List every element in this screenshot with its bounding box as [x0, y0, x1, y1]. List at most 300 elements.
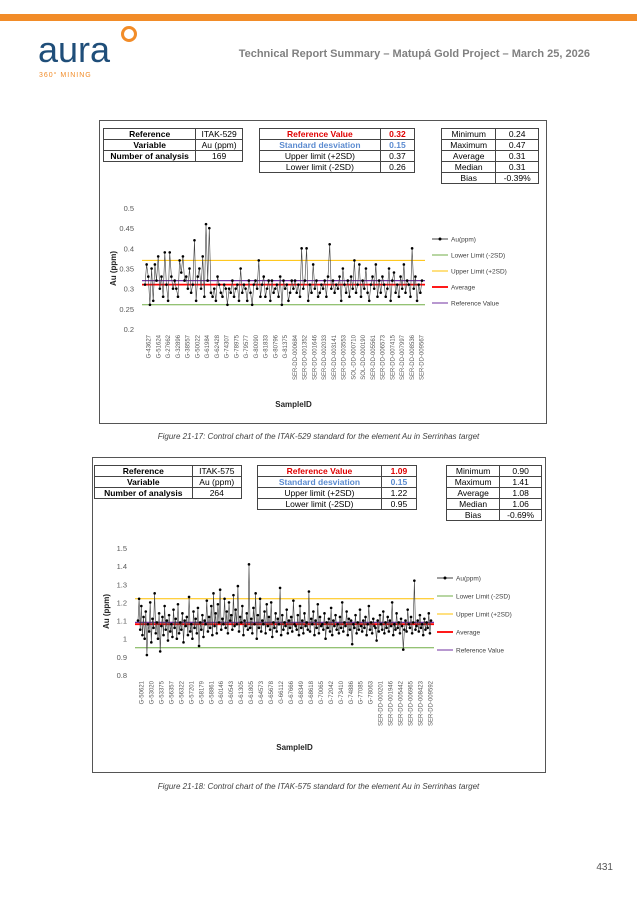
au-data-point — [345, 291, 348, 294]
au-data-point — [351, 287, 354, 290]
au-data-point — [181, 612, 184, 615]
au-data-point — [409, 295, 412, 298]
y-tick-label: 0.2 — [123, 325, 134, 334]
x-tick-label: SOL-DD-000190 — [361, 335, 367, 380]
legend-label: Au(ppm) — [456, 575, 481, 583]
au-data-point — [157, 637, 160, 640]
au-data-point — [253, 623, 256, 626]
variable-value: Au (ppm) — [196, 140, 243, 151]
au-data-point — [215, 632, 218, 635]
au-data-point — [361, 630, 364, 633]
x-tick-label: SER-DD-009592 — [428, 681, 435, 727]
bias-label: Bias — [447, 510, 500, 521]
au-data-point — [160, 275, 163, 278]
x-tick-label: G-81375 — [283, 335, 289, 359]
au-data-point — [247, 628, 250, 631]
au-data-point — [274, 612, 277, 615]
au-data-point — [238, 630, 241, 633]
au-data-point — [249, 627, 252, 630]
y-tick-label: 0.45 — [119, 224, 134, 234]
au-data-point — [168, 614, 171, 617]
legend-label: Reference Value — [456, 647, 504, 655]
variable-label: Variable — [95, 477, 193, 488]
au-data-point — [304, 625, 307, 628]
minimum-value: 0.90 — [500, 466, 542, 477]
au-data-point — [422, 634, 425, 637]
minimum-label: Minimum — [442, 129, 496, 140]
au-data-point — [170, 623, 173, 626]
au-data-point — [143, 637, 146, 640]
au-data-point — [285, 608, 288, 611]
chart-1-reference-table — [103, 128, 243, 162]
au-data-point — [214, 612, 217, 615]
au-data-point — [414, 628, 417, 631]
au-data-point — [395, 612, 398, 615]
logo-ring-icon — [121, 26, 137, 42]
lower-limit-label: Lower limit (-2SD) — [260, 162, 381, 173]
au-data-point — [356, 621, 359, 624]
au-data-point — [144, 610, 147, 613]
lower-limit-value: 0.26 — [380, 162, 414, 173]
reference-value: ITAK-529 — [196, 129, 243, 140]
analysis-count-label: Number of analysis — [104, 151, 196, 162]
median-value: 1.06 — [500, 499, 542, 510]
au-data-point — [330, 287, 333, 290]
au-data-point — [212, 592, 215, 595]
au-data-point — [340, 627, 343, 630]
au-data-point — [161, 616, 164, 619]
au-data-point — [401, 287, 404, 290]
maximum-label: Maximum — [442, 140, 496, 151]
au-data-point — [338, 275, 341, 278]
x-tick-label: G-60543 — [229, 681, 236, 705]
au-data-point — [311, 623, 314, 626]
x-tick-label: G-72042 — [328, 681, 335, 705]
au-data-point — [365, 634, 368, 637]
au-data-point — [238, 299, 241, 302]
x-tick-label: G-77085 — [358, 681, 365, 705]
au-data-point — [384, 621, 387, 624]
control-chart-1-plot — [100, 196, 544, 421]
au-data-point — [326, 627, 329, 630]
au-data-point — [283, 621, 286, 624]
au-data-point — [363, 627, 366, 630]
au-data-point — [401, 625, 404, 628]
report-title: Technical Report Summary – Matupá Gold Project – March 25, 2026 — [238, 48, 590, 60]
au-data-point — [406, 279, 409, 282]
x-tick-label: G-57201 — [189, 681, 196, 705]
au-data-point — [290, 616, 293, 619]
minimum-value: 0.24 — [496, 129, 539, 140]
au-data-point — [292, 599, 295, 602]
au-data-point — [393, 271, 396, 274]
au-data-point — [193, 627, 196, 630]
au-data-point — [251, 304, 254, 307]
au-data-point — [300, 247, 303, 250]
au-data-point — [337, 287, 340, 290]
au-data-point — [239, 616, 242, 619]
au-data-point — [295, 628, 298, 631]
au-data-point — [325, 621, 328, 624]
x-tick-label: SER-DD-000684 — [292, 335, 299, 381]
au-data-point — [221, 295, 224, 298]
au-data-point — [402, 648, 405, 651]
au-data-point — [189, 630, 192, 633]
au-data-point — [429, 632, 432, 635]
au-data-point — [162, 295, 165, 298]
au-data-point — [249, 291, 252, 294]
legend-marker — [439, 238, 442, 241]
au-data-point — [409, 627, 412, 630]
au-data-point — [338, 632, 341, 635]
y-tick-label: 0.3 — [123, 284, 134, 294]
au-data-point — [291, 630, 294, 633]
au-data-point — [303, 612, 306, 615]
x-tick-label: G-78063 — [368, 681, 375, 705]
au-data-point — [282, 628, 285, 631]
au-data-point — [280, 634, 283, 637]
au-data-point — [265, 603, 268, 606]
au-data-point — [204, 623, 207, 626]
au-data-point — [380, 623, 383, 626]
au-data-point — [218, 283, 221, 286]
au-data-point — [231, 279, 234, 282]
x-axis-label: SampleID — [275, 400, 312, 409]
analysis-count-value: 169 — [196, 151, 243, 162]
au-data-point — [231, 628, 234, 631]
ref-value: 0.32 — [380, 129, 414, 140]
au-data-point — [307, 628, 310, 631]
au-data-point — [147, 275, 150, 278]
legend-label: Average — [456, 629, 481, 637]
au-data-point — [250, 617, 253, 620]
au-data-point — [224, 287, 227, 290]
au-data-point — [332, 279, 335, 282]
au-data-point — [405, 630, 408, 633]
au-data-point — [244, 287, 247, 290]
au-data-point — [244, 625, 247, 628]
au-data-point — [347, 279, 350, 282]
au-data-point — [314, 619, 317, 622]
au-data-point — [254, 592, 257, 595]
au-data-point — [302, 632, 305, 635]
au-data-point — [170, 275, 173, 278]
au-data-point — [205, 223, 208, 226]
lower-limit-label: Lower limit (-2SD) — [258, 499, 382, 510]
au-data-point — [389, 619, 392, 622]
au-data-point — [378, 279, 381, 282]
au-data-point — [192, 610, 195, 613]
au-data-point — [142, 616, 145, 619]
au-data-point — [368, 605, 371, 608]
median-value: 0.31 — [496, 162, 539, 173]
au-data-point — [203, 295, 206, 298]
au-data-point — [263, 610, 266, 613]
legend-label: Au(ppm) — [451, 236, 476, 244]
au-data-point — [385, 627, 388, 630]
au-data-point — [278, 623, 281, 626]
x-tick-label: G-51624 — [156, 335, 163, 359]
reference-value: ITAK-575 — [192, 466, 241, 477]
au-data-point — [208, 616, 211, 619]
au-data-point — [159, 650, 162, 653]
au-data-point — [255, 637, 258, 640]
au-data-point — [373, 287, 376, 290]
au-data-point — [173, 627, 176, 630]
au-data-point — [138, 598, 141, 601]
au-data-point — [403, 628, 406, 631]
x-tick-label: G-68349 — [298, 681, 305, 705]
au-data-point — [162, 634, 165, 637]
au-data-point — [360, 625, 363, 628]
au-data-point — [269, 299, 272, 302]
average-label: Average — [442, 151, 496, 162]
legend-label: Lower Limit (-2SD) — [456, 593, 511, 601]
x-tick-label: G-64573 — [259, 681, 266, 705]
au-data-point — [285, 283, 288, 286]
au-data-point — [261, 283, 264, 286]
x-tick-label: G-81833 — [263, 335, 270, 359]
au-data-point — [141, 634, 144, 637]
au-data-point — [245, 612, 248, 615]
median-label: Median — [447, 499, 500, 510]
ref-value-label: Reference Value — [258, 466, 382, 477]
au-data-point — [149, 304, 152, 307]
au-data-point — [351, 643, 354, 646]
au-data-point — [282, 279, 285, 282]
au-data-point — [315, 627, 318, 630]
au-data-point — [404, 291, 407, 294]
au-data-point — [352, 623, 355, 626]
au-data-point — [220, 628, 223, 631]
x-tick-label: SER-DD-002033 — [322, 335, 328, 381]
au-data-point — [376, 619, 379, 622]
average-label: Average — [447, 488, 500, 499]
au-data-point — [344, 625, 347, 628]
au-data-point — [366, 623, 369, 626]
x-tick-label: G-67666 — [288, 681, 295, 705]
au-data-point — [248, 563, 251, 566]
std-dev-label: Standard desviation — [260, 140, 381, 151]
x-tick-label: G-58861 — [209, 681, 216, 705]
au-data-point — [281, 304, 284, 307]
au-data-point — [201, 255, 204, 258]
au-data-point — [260, 630, 263, 633]
au-data-point — [248, 279, 251, 282]
logo-wordmark: aura — [38, 29, 111, 70]
au-data-point — [226, 304, 229, 307]
au-data-point — [312, 610, 315, 613]
au-data-point — [302, 287, 305, 290]
au-data-point — [262, 275, 265, 278]
au-data-point — [328, 617, 331, 620]
au-data-point — [341, 601, 344, 604]
au-data-point — [174, 617, 177, 620]
au-data-point — [403, 263, 406, 266]
au-data-point — [233, 295, 236, 298]
au-series-line — [138, 564, 431, 655]
au-data-point — [178, 632, 181, 635]
x-tick-label: G-80796 — [273, 335, 280, 359]
au-data-point — [150, 641, 153, 644]
x-tick-label: SER-DD-003553 — [341, 335, 348, 381]
au-data-point — [198, 645, 201, 648]
x-tick-label: G-74886 — [348, 681, 355, 705]
x-tick-label: G-27662 — [166, 335, 172, 359]
au-data-point — [224, 627, 227, 630]
au-data-point — [325, 295, 328, 298]
au-data-point — [305, 247, 308, 250]
au-data-point — [239, 267, 242, 270]
au-data-point — [154, 263, 157, 266]
au-data-point — [186, 616, 189, 619]
au-data-point — [279, 275, 282, 278]
au-data-point — [203, 619, 206, 622]
au-data-point — [416, 299, 419, 302]
au-data-point — [362, 619, 365, 622]
au-data-point — [228, 287, 231, 290]
au-data-point — [388, 630, 391, 633]
bias-value: -0.39% — [496, 173, 539, 184]
au-data-point — [398, 295, 401, 298]
au-data-point — [217, 603, 220, 606]
au-data-point — [202, 636, 205, 639]
x-tick-label: G-79577 — [244, 335, 250, 359]
au-data-point — [314, 287, 317, 290]
au-data-point — [399, 632, 402, 635]
au-data-point — [420, 627, 423, 630]
au-data-point — [371, 275, 374, 278]
au-data-point — [258, 627, 261, 630]
au-data-point — [384, 295, 387, 298]
au-data-point — [348, 617, 351, 620]
au-data-point — [415, 625, 418, 628]
au-data-point — [210, 291, 213, 294]
x-tick-label: G-56322 — [179, 681, 186, 705]
au-data-point — [254, 279, 257, 282]
au-data-point — [237, 585, 240, 588]
au-data-point — [259, 598, 262, 601]
au-data-point — [235, 623, 238, 626]
au-data-point — [375, 639, 378, 642]
upper-limit-value: 0.37 — [380, 151, 414, 162]
au-data-point — [322, 287, 325, 290]
au-data-point — [414, 275, 417, 278]
au-data-point — [222, 623, 225, 626]
au-data-point — [316, 603, 319, 606]
au-data-point — [383, 632, 386, 635]
reference-label: Reference — [95, 466, 193, 477]
x-tick-label: G-50022 — [195, 335, 202, 359]
au-data-point — [365, 267, 368, 270]
x-tick-label: SER-DD-009567 — [419, 335, 426, 381]
au-data-point — [184, 625, 187, 628]
au-data-point — [353, 627, 356, 630]
au-data-point — [368, 299, 371, 302]
au-data-point — [292, 287, 295, 290]
upper-limit-label: Upper limit (+2SD) — [258, 488, 382, 499]
au-data-point — [408, 283, 411, 286]
au-data-point — [342, 267, 345, 270]
au-data-point — [190, 623, 193, 626]
au-data-point — [232, 594, 235, 597]
control-chart-2-plot — [93, 537, 543, 770]
analysis-count-label: Number of analysis — [95, 488, 193, 499]
au-data-point — [166, 619, 169, 622]
au-data-point — [364, 616, 367, 619]
au-data-point — [382, 610, 385, 613]
au-data-point — [256, 287, 259, 290]
au-data-point — [404, 619, 407, 622]
au-data-point — [312, 263, 315, 266]
au-data-point — [199, 621, 202, 624]
au-data-point — [396, 283, 399, 286]
au-data-point — [187, 634, 190, 637]
au-data-point — [275, 630, 278, 633]
au-data-point — [206, 599, 209, 602]
au-data-point — [223, 598, 226, 601]
x-tick-label: G-65678 — [269, 681, 276, 705]
x-tick-label: G-70065 — [318, 681, 325, 705]
au-data-point — [160, 625, 163, 628]
au-data-point — [152, 299, 155, 302]
au-data-point — [269, 628, 272, 631]
au-data-point — [350, 275, 353, 278]
au-data-point — [423, 617, 426, 620]
au-data-point — [173, 279, 176, 282]
au-data-point — [305, 621, 308, 624]
au-data-point — [241, 291, 244, 294]
au-data-point — [216, 275, 219, 278]
au-data-point — [213, 625, 216, 628]
au-data-point — [376, 295, 379, 298]
au-data-point — [421, 279, 424, 282]
legend-marker — [444, 577, 447, 580]
au-data-point — [318, 632, 321, 635]
au-data-point — [264, 295, 267, 298]
au-data-point — [394, 628, 397, 631]
legend-label: Upper Limit (+2SD) — [451, 268, 507, 276]
au-data-point — [329, 630, 332, 633]
au-data-point — [379, 291, 382, 294]
au-data-point — [342, 630, 345, 633]
x-tick-label: G-60146 — [219, 681, 226, 705]
au-data-point — [300, 627, 303, 630]
x-tick-label: G-68618 — [308, 681, 315, 705]
au-data-point — [372, 617, 375, 620]
au-data-point — [346, 634, 349, 637]
x-tick-label: G-61805 — [249, 681, 256, 705]
header-accent-bar — [0, 14, 637, 21]
chart-2-reference-table — [94, 465, 242, 499]
au-data-point — [171, 636, 174, 639]
au-data-point — [195, 299, 198, 302]
au-data-point — [304, 279, 307, 282]
au-data-point — [406, 608, 409, 611]
au-data-point — [315, 279, 318, 282]
au-data-point — [430, 619, 433, 622]
au-data-point — [427, 612, 430, 615]
au-data-point — [155, 279, 158, 282]
au-data-point — [354, 614, 357, 617]
au-data-point — [156, 621, 159, 624]
au-data-point — [252, 607, 255, 610]
au-data-point — [152, 627, 155, 630]
au-data-point — [277, 295, 280, 298]
au-data-point — [145, 263, 148, 266]
au-data-point — [146, 654, 149, 657]
au-data-point — [348, 295, 351, 298]
